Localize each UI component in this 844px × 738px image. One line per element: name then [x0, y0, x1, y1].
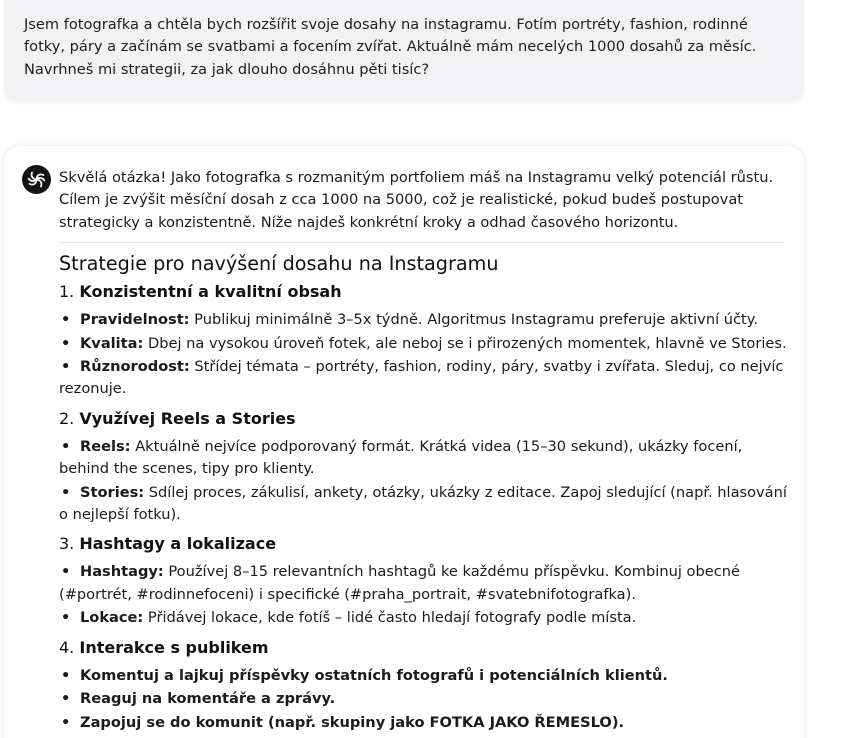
strategy-heading: Strategie pro navýšení dosahu na Instagramu: [59, 252, 499, 276]
divider: [59, 242, 784, 243]
item-text: Střídej témata – portréty, fashion, rodiny, páry, svatby i zvířata. Sleduj, co nejvíc rezonuje.: [59, 358, 784, 398]
list-item: • Reels: Aktuálně nejvíce podporovaný formát. Krátká videa (15–30 sekund), ukázky focení, behind the scenes, tipy pro klienty.: [59, 437, 743, 478]
item-text: Používej 8–15 relevantních hashtagů ke každému příspěvku. Kombinuj obecné (#portrét, #rodinnefoceni) i specifické (#praha_portrait, #svatebnifotografka).: [59, 563, 740, 603]
section-number: 4.: [59, 637, 75, 657]
section-title: Konzistentní a kvalitní obsah: [79, 282, 342, 302]
list-item: • Komentuj a lajkuj příspěvky ostatních fotografů i potenciálních klientů.: [61, 666, 668, 684]
list-item: • Hashtagy: Používej 8–15 relevantních hashtagů ke každému příspěvku. Kombinuj obecné (#portrét, #rodinnefoceni) i specifické (#praha_portrait, #svatebnifotografka).: [59, 563, 740, 603]
section-number: 2.: [59, 408, 75, 428]
item-text: Sdílej proces, zákulisí, ankety, otázky, ukázky z editace. Zapoj sledující (např. hlasování o nejlepší fotku).: [59, 483, 787, 524]
item-text: Aktuálně nejvíce podporovaný formát. Krátká videa (15–30 sekund), ukázky focení, behind the scenes, tipy pro klienty.: [59, 437, 743, 478]
item-text: Komentuj a lajkuj příspěvky ostatních fotografů i potenciálních klientů.: [80, 666, 668, 684]
item-label: Lokace:: [80, 609, 144, 627]
section-number: 3.: [59, 534, 75, 554]
section-heading-1: [59, 280, 787, 304]
item-text: Dbej na vysokou úroveň fotek, ale neboj se i přirozených momentek, hlavně ve Stories.: [147, 334, 787, 352]
assistant-avatar-icon: [22, 165, 51, 194]
item-text: Publikuj minimálně 3–5x týdně. Algoritmus Instagramu preferuje aktivní účty.: [194, 311, 758, 329]
item-label: Pravidelnost:: [80, 311, 190, 329]
item-label: Různorodost:: [80, 358, 190, 376]
list-item: • Kvalita: Dbej na vysokou úroveň fotek, ale neboj se i přirozených momentek, hlavně ve Stories.: [61, 334, 787, 352]
item-label: Hashtagy:: [80, 563, 164, 581]
list-item: • Lokace: Přidávej lokace, kde fotíš – lidé často hledají fotografy podle místa.: [61, 609, 637, 627]
assistant-intro: Skvělá otázka! Jako fotografka s rozmanitým portfoliem máš na Instagramu velký potenciál růstu. Cílem je zvýšit měsíční dosah z cca 1000 na 5000, což je realistické, pokud budeš postupovat strategicky a konzistentně. Níže najdeš konkrétní kroky a odhad časového horizontu.: [59, 169, 774, 231]
item-label: Kvalita:: [80, 334, 144, 352]
section-title: Hashtagy a lokalizace: [79, 534, 277, 554]
section-list-3: [59, 561, 787, 629]
section-title: Využívej Reels a Stories: [79, 408, 296, 428]
assistant-message-content: [59, 167, 787, 738]
list-item: • Různorodost: Střídej témata – portréty, fashion, rodiny, páry, svatby i zvířata. Sleduj, co nejvíc rezonuje.: [59, 358, 784, 398]
section-number: 1.: [59, 282, 75, 302]
section-heading-4: [59, 636, 787, 660]
section-list-4: [59, 665, 787, 734]
item-text: Zapojuj se do komunit (např. skupiny jako FOTKA JAKO ŘEMESLO).: [80, 713, 625, 731]
item-text: Přidávej lokace, kde fotíš – lidé často hledají fotografy podle místa.: [147, 609, 637, 627]
item-text: Reaguj na komentáře a zprávy.: [80, 690, 336, 708]
list-item: • Pravidelnost: Publikuj minimálně 3–5x týdně. Algoritmus Instagramu preferuje aktivní účty.: [61, 311, 758, 329]
item-label: Stories:: [80, 483, 145, 501]
section-title: Interakce s publikem: [79, 637, 269, 657]
section-list-1: [59, 309, 787, 401]
list-item: • Stories: Sdílej proces, zákulisí, ankety, otázky, ukázky z editace. Zapoj sledující (např. hlasování o nejlepší fotku).: [59, 483, 787, 524]
item-label: Reels:: [80, 437, 131, 455]
section-heading-3: [59, 532, 787, 556]
list-item: • Zapojuj se do komunit (např. skupiny jako FOTKA JAKO ŘEMESLO).: [61, 713, 625, 731]
list-item: • Reaguj na komentáře a zprávy.: [61, 690, 336, 708]
user-message-text: Jsem fotografka a chtěla bych rozšířit svoje dosahy na instagramu. Fotím portréty, fashion, rodinné fotky, páry a začínám se svatbami a focením zvířat. Aktuálně mám necelých 1000 dosahů za měsíc. Navrhneš mi strategii, za jak dlouho dosáhnu pěti tisíc?: [24, 16, 757, 78]
spiral-logo-icon: [26, 169, 47, 190]
section-heading-2: [59, 407, 787, 431]
user-message-bubble: [4, 0, 804, 101]
section-list-2: [59, 436, 787, 527]
